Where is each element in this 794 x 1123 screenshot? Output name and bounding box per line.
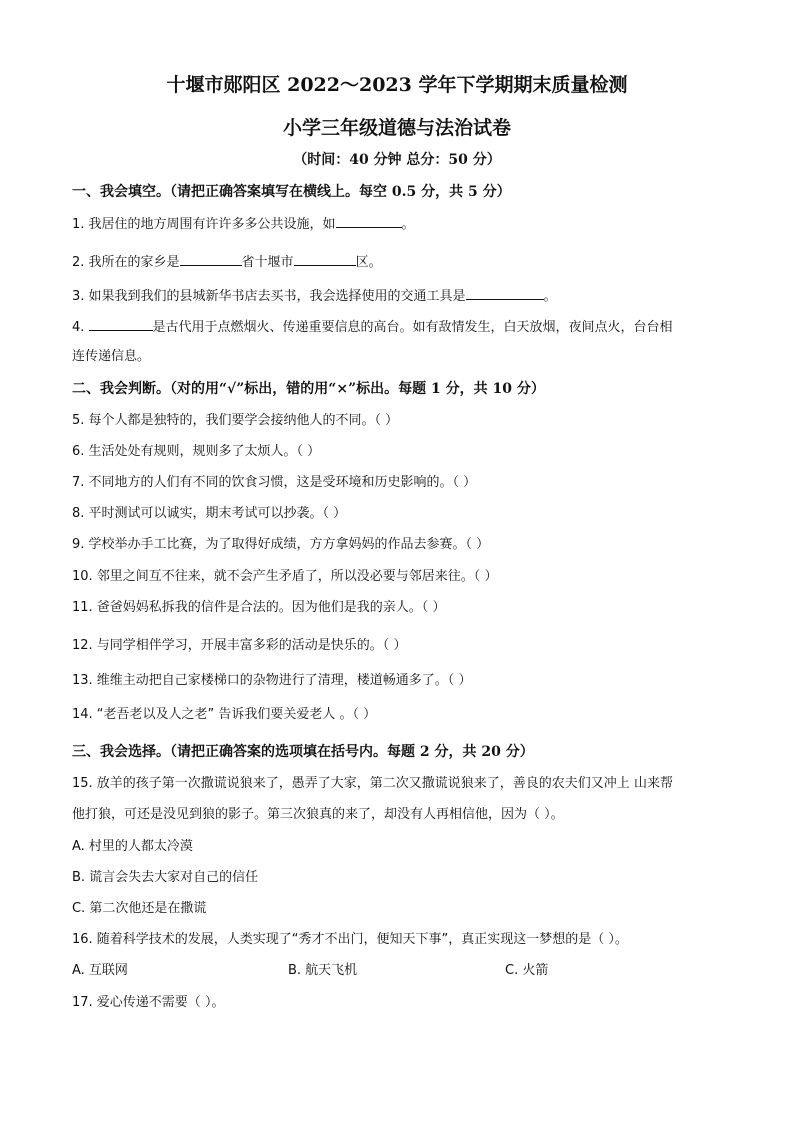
question-15-cont: 他打狼，可还是没见到狼的影子。第三次狼真的来了，却没有人再相信他，因为（ ）。 xyxy=(72,807,564,822)
judge-item: 13. 维维主动把自己家楼梯口的杂物进行了清理，楼道畅通多了。（ ） xyxy=(72,673,472,688)
q1-end: 。 xyxy=(401,217,415,232)
question-1 xyxy=(72,213,732,235)
q2-text-c: 区。 xyxy=(355,255,382,270)
exam-title: 十堰市郧阳区 2022～2023 学年下学期期末质量检测 xyxy=(166,74,628,96)
judge-item: 8. 平时测试可以诚实，期末考试可以抄袭。（ ） xyxy=(72,506,347,521)
judge-item: 11. 爸爸妈妈私拆我的信件是合法的。因为他们是我的亲人。（ ） xyxy=(72,600,446,615)
q2-text-b: 省十堰市 xyxy=(241,255,294,270)
q4-blank[interactable] xyxy=(89,316,153,331)
q1-text: 1. 我居住的地方周围有许许多多公共设施，如 xyxy=(72,217,336,232)
section3-heading: 三、我会选择。（请把正确答案的选项填在括号内。每题 2 分，共 20 分） xyxy=(72,744,534,760)
question-4 xyxy=(72,316,732,338)
q15-option-b[interactable]: B. 谎言会失去大家对自己的信任 xyxy=(72,870,259,885)
question-4-cont: 连传递信息。 xyxy=(72,349,151,364)
question-16: 16. 随着科学技术的发展，人类实现了“秀才不出门，便知天下事”，真正实现这一梦想的是（ ）。 xyxy=(72,932,628,947)
q4-number: 4. xyxy=(72,320,89,335)
q15-option-a[interactable]: A. 村里的人都太冷漠 xyxy=(72,839,193,854)
judge-item: 5. 每个人都是独特的，我们要学会接纳他人的不同。（ ） xyxy=(72,413,399,428)
judge-item: 14. “老吾老以及人之老” 告诉我们要关爱老人 。（ ） xyxy=(72,707,377,722)
q2-blank-2[interactable] xyxy=(294,251,356,266)
question-15: 15. 放羊的孩子第一次撒谎说狼来了，愚弄了大家，第二次又撒谎说狼来了，善良的农夫们又冲上 山来帮 xyxy=(72,776,673,791)
q3-end: 。 xyxy=(543,289,557,304)
q16-option-c[interactable]: C. 火箭 xyxy=(505,963,549,978)
q3-text: 3. 如果我到我们的县城新华书店去买书，我会选择使用的交通工具是 xyxy=(72,289,466,304)
q16-option-a[interactable]: A. 互联网 xyxy=(72,963,128,978)
exam-subtitle: 小学三年级道德与法治试卷 xyxy=(282,117,511,139)
question-17: 17. 爱心传递不需要（ ）。 xyxy=(72,995,225,1010)
time-info: （时间：40 分钟 总分：50 分） xyxy=(293,152,501,168)
section1-heading: 一、我会填空。（请把正确答案填写在横线上。每空 0.5 分，共 5 分） xyxy=(72,184,511,200)
judge-item: 6. 生活处处有规则，规则多了太烦人。（ ） xyxy=(72,444,321,459)
q1-blank[interactable] xyxy=(336,213,402,228)
judge-item: 12. 与同学相伴学习，开展丰富多彩的活动是快乐的。（ ） xyxy=(72,638,407,653)
judge-item: 9. 学校举办手工比赛，为了取得好成绩，方方拿妈妈的作品去参赛。（ ） xyxy=(72,537,490,552)
q3-blank[interactable] xyxy=(466,285,544,300)
q15-option-c[interactable]: C. 第二次他还是在撒谎 xyxy=(72,901,207,916)
q2-text-a: 2. 我所在的家乡是 xyxy=(72,255,180,270)
section2-heading: 二、我会判断。（对的用“√”标出，错的用“×”标出。每题 1 分，共 10 分） xyxy=(72,381,545,397)
q2-blank-1[interactable] xyxy=(180,251,242,266)
q16-option-b[interactable]: B. 航天飞机 xyxy=(288,963,358,978)
question-3 xyxy=(72,285,732,307)
judge-item: 10. 邻里之间互不往来，就不会产生矛盾了，所以没必要与邻居来往。（ ） xyxy=(72,569,498,584)
question-2 xyxy=(72,251,732,273)
judge-item: 7. 不同地方的人们有不同的饮食习惯，这是受环境和历史影响的。（ ） xyxy=(72,475,477,490)
q4-text: 是古代用于点燃烟火、传递重要信息的高台。如有敌情发生，白天放烟，夜间点火，台台相 xyxy=(152,320,673,335)
